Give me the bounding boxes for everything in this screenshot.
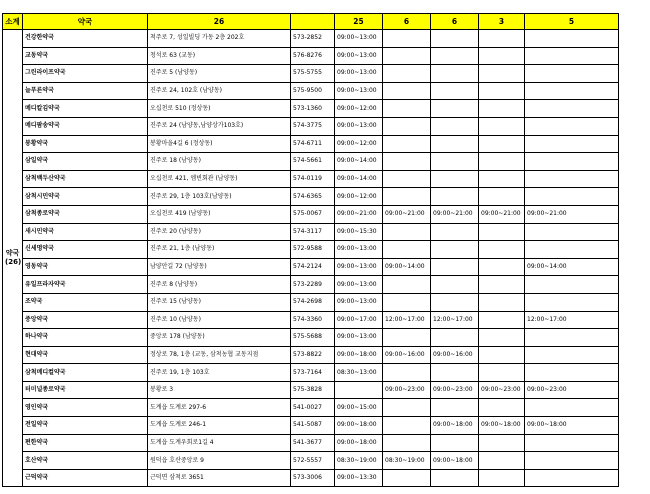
hours-day-3 [431,47,479,65]
hours-day-1: 09:00~13:00 [335,293,383,311]
hours-day-2 [383,417,431,435]
hours-day-4: 09:00~23:00 [479,381,525,399]
header-day-2: 6 [383,14,431,30]
hours-day-1: 09:00~13:00 [335,241,383,259]
pharmacy-phone: 541-3677 [291,434,335,452]
header-row [3,14,619,30]
pharmacy-name: 중앙약국 [23,311,148,329]
pharmacy-name: 그린라이프약국 [23,65,148,83]
hours-day-5 [525,135,619,153]
hours-day-3 [431,65,479,83]
hours-day-1: 09:00~14:00 [335,170,383,188]
hours-day-2 [383,399,431,417]
pharmacy-phone: 572-5557 [291,452,335,470]
table-row [3,153,619,171]
hours-day-5 [525,434,619,452]
hours-day-2: 09:00~14:00 [383,258,431,276]
hours-day-5 [525,82,619,100]
hours-day-2 [383,276,431,294]
hours-day-4 [479,188,525,206]
hours-day-5 [525,65,619,83]
pharmacy-name: 삼일약국 [23,153,148,171]
hours-day-1: 08:30~13:00 [335,364,383,382]
pharmacy-address: 도계읍 도계로 246-1 [148,417,291,435]
hours-day-2 [383,100,431,118]
table-row [3,135,619,153]
hours-day-1: 09:00~13:00 [335,30,383,48]
table-row [3,469,619,487]
hours-day-5: 12:00~17:00 [525,311,619,329]
pharmacy-schedule-table [2,13,619,487]
table-row [3,346,619,364]
pharmacy-address: 청석로 63 (교동) [148,47,291,65]
pharmacy-name: 현대약국 [23,346,148,364]
hours-day-1: 08:30~19:00 [335,452,383,470]
hours-day-5 [525,223,619,241]
hours-day-5 [525,47,619,65]
table-row [3,399,619,417]
hours-day-1: 09:00~12:00 [335,135,383,153]
pharmacy-address: 오십천로 421, 엠빈회관 (남양동) [148,170,291,188]
hours-day-3 [431,276,479,294]
hours-day-5 [525,399,619,417]
hours-day-1: 09:00~18:00 [335,346,383,364]
header-day-3: 6 [431,14,479,30]
pharmacy-name: 봉황약국 [23,135,148,153]
hours-day-3 [431,399,479,417]
hours-day-3: 09:00~16:00 [431,346,479,364]
hours-day-4 [479,117,525,135]
pharmacy-address: 중앙로 178 (남양동) [148,329,291,347]
table-row [3,241,619,259]
table-row [3,417,619,435]
hours-day-2 [383,364,431,382]
pharmacy-phone: 574-2698 [291,293,335,311]
hours-day-2 [383,117,431,135]
table-row [3,329,619,347]
hours-day-5 [525,117,619,135]
pharmacy-address: 봉황로 3 [148,381,291,399]
hours-day-3: 12:00~17:00 [431,311,479,329]
header-category: 소계 [3,14,23,30]
pharmacy-address: 진주로 24 (남양동,남양상가103호) [148,117,291,135]
header-day-4: 3 [479,14,525,30]
pharmacy-phone: 574-2124 [291,258,335,276]
hours-day-3 [431,170,479,188]
pharmacy-address: 오십천로 510 (정상동) [148,100,291,118]
hours-day-4 [479,452,525,470]
hours-day-3 [431,188,479,206]
hours-day-2 [383,153,431,171]
table-row [3,434,619,452]
pharmacy-address: 척주로 7, 성일빌딩 가동 2층 202호 [148,30,291,48]
hours-day-5 [525,276,619,294]
pharmacy-address: 도계읍 도계우회로1길 4 [148,434,291,452]
table-row [3,381,619,399]
category-cell: 약국 (26) [3,30,23,487]
hours-day-4 [479,153,525,171]
hours-day-4 [479,241,525,259]
hours-day-5 [525,153,619,171]
hours-day-5 [525,100,619,118]
pharmacy-name: 메디팜송약국 [23,117,148,135]
hours-day-2 [383,329,431,347]
table-row [3,188,619,206]
hours-day-1 [335,381,383,399]
hours-day-4: 09:00~21:00 [479,205,525,223]
hours-day-1: 09:00~13:30 [335,469,383,487]
header-day-5: 5 [525,14,619,30]
hours-day-3 [431,293,479,311]
pharmacy-phone: 573-2852 [291,30,335,48]
hours-day-5: 09:00~14:00 [525,258,619,276]
hours-day-5 [525,30,619,48]
hours-day-4 [479,223,525,241]
pharmacy-address: 남양안길 72 (남양동) [148,258,291,276]
pharmacy-phone: 574-6365 [291,188,335,206]
table-row [3,258,619,276]
hours-day-4 [479,47,525,65]
table-row [3,205,619,223]
hours-day-4: 09:00~18:00 [479,417,525,435]
table-row [3,276,619,294]
pharmacy-phone: 573-3006 [291,469,335,487]
pharmacy-phone: 573-2289 [291,276,335,294]
table-row [3,452,619,470]
pharmacy-phone: 573-7164 [291,364,335,382]
hours-day-3 [431,329,479,347]
pharmacy-phone: 575-9500 [291,82,335,100]
hours-day-4 [479,329,525,347]
pharmacy-phone: 574-0119 [291,170,335,188]
pharmacy-phone: 541-0027 [291,399,335,417]
hours-day-1: 09:00~12:00 [335,100,383,118]
pharmacy-address: 진주로 10 (남양동) [148,311,291,329]
hours-day-5 [525,364,619,382]
hours-day-2: 09:00~23:00 [383,381,431,399]
pharmacy-phone: 573-8822 [291,346,335,364]
hours-day-3: 09:00~18:00 [431,417,479,435]
hours-day-1: 09:00~13:00 [335,276,383,294]
header-phone [291,14,335,30]
pharmacy-name: 삼척메디컬약국 [23,364,148,382]
hours-day-5 [525,346,619,364]
table-row [3,311,619,329]
hours-day-4 [479,399,525,417]
table-row [3,170,619,188]
hours-day-3 [431,258,479,276]
pharmacy-address: 진주로 18 (남양동) [148,153,291,171]
pharmacy-name: 신세명약국 [23,241,148,259]
table-row [3,100,619,118]
hours-day-3 [431,364,479,382]
hours-day-5 [525,241,619,259]
pharmacy-address: 정상로 78, 1층 (교동, 삼척농협 교동지점 [148,346,291,364]
hours-day-4 [479,364,525,382]
hours-day-2 [383,30,431,48]
hours-day-3 [431,117,479,135]
hours-day-1: 09:00~13:00 [335,117,383,135]
pharmacy-address: 진주로 21, 1층 (남양동) [148,241,291,259]
pharmacy-phone: 575-3828 [291,381,335,399]
hours-day-4 [479,346,525,364]
pharmacy-phone: 574-5661 [291,153,335,171]
hours-day-2 [383,65,431,83]
hours-day-1: 09:00~17:00 [335,311,383,329]
pharmacy-name: 하나약국 [23,329,148,347]
table-row [3,30,619,48]
pharmacy-name: 영인약국 [23,399,148,417]
hours-day-1: 09:00~18:00 [335,434,383,452]
pharmacy-name: 전일약국 [23,417,148,435]
pharmacy-name: 조약국 [23,293,148,311]
pharmacy-phone: 573-1360 [291,100,335,118]
hours-day-1: 09:00~15:30 [335,223,383,241]
hours-day-1: 09:00~13:00 [335,65,383,83]
hours-day-3 [431,100,479,118]
header-address: 26 [148,14,291,30]
pharmacy-name: 늘푸른약국 [23,82,148,100]
hours-day-5 [525,452,619,470]
pharmacy-phone: 574-6711 [291,135,335,153]
hours-day-3 [431,241,479,259]
pharmacy-phone: 574-3360 [291,311,335,329]
pharmacy-address: 원덕읍 호산중앙로 9 [148,452,291,470]
pharmacy-phone: 576-8276 [291,47,335,65]
pharmacy-phone: 574-3117 [291,223,335,241]
pharmacy-phone: 575-5688 [291,329,335,347]
table-row [3,223,619,241]
pharmacy-phone: 572-9588 [291,241,335,259]
pharmacy-address: 진주로 8 (남양동) [148,276,291,294]
hours-day-3 [431,223,479,241]
pharmacy-name: 삼척시민약국 [23,188,148,206]
hours-day-3 [431,82,479,100]
pharmacy-name: 건강한약국 [23,30,148,48]
table-row [3,65,619,83]
pharmacy-address: 진주로 5 (남양동) [148,65,291,83]
pharmacy-name: 영동약국 [23,258,148,276]
hours-day-1: 09:00~14:00 [335,153,383,171]
pharmacy-address: 진주로 29, 1층 103호(남양동) [148,188,291,206]
hours-day-5: 09:00~23:00 [525,381,619,399]
hours-day-2 [383,82,431,100]
table-row [3,82,619,100]
hours-day-2 [383,135,431,153]
hours-day-3: 09:00~21:00 [431,205,479,223]
pharmacy-address: 진주로 20 (남양동) [148,223,291,241]
hours-day-4 [479,82,525,100]
hours-day-2 [383,241,431,259]
pharmacy-phone: 541-5087 [291,417,335,435]
hours-day-3 [431,434,479,452]
hours-day-4 [479,30,525,48]
hours-day-4 [479,311,525,329]
hours-day-4 [479,293,525,311]
hours-day-2: 12:00~17:00 [383,311,431,329]
hours-day-3 [431,135,479,153]
pharmacy-name: 교동약국 [23,47,148,65]
hours-day-5 [525,170,619,188]
hours-day-1: 09:00~18:00 [335,417,383,435]
hours-day-4 [479,469,525,487]
hours-day-2 [383,469,431,487]
hours-day-4 [479,65,525,83]
pharmacy-name: 근덕약국 [23,469,148,487]
hours-day-5 [525,188,619,206]
hours-day-5 [525,293,619,311]
pharmacy-address: 진주로 15 (남양동) [148,293,291,311]
pharmacy-name: 터미널종로약국 [23,381,148,399]
hours-day-2 [383,293,431,311]
pharmacy-name: 메디칼김약국 [23,100,148,118]
hours-day-5: 09:00~18:00 [525,417,619,435]
hours-day-3 [431,469,479,487]
hours-day-1: 09:00~13:00 [335,329,383,347]
hours-day-5: 09:00~21:00 [525,205,619,223]
hours-day-2 [383,188,431,206]
hours-day-2: 08:30~19:00 [383,452,431,470]
hours-day-4 [479,100,525,118]
pharmacy-name: 유일프라자약국 [23,276,148,294]
hours-day-4 [479,170,525,188]
hours-day-3: 09:00~18:00 [431,452,479,470]
pharmacy-name: 삼척종로약국 [23,205,148,223]
pharmacy-name: 호산약국 [23,452,148,470]
pharmacy-address: 도계읍 도계로 297-6 [148,399,291,417]
hours-day-1: 09:00~13:00 [335,258,383,276]
pharmacy-name: 편한약국 [23,434,148,452]
pharmacy-name: 새시민약국 [23,223,148,241]
hours-day-1: 09:00~15:00 [335,399,383,417]
hours-day-4 [479,276,525,294]
hours-day-2 [383,170,431,188]
table-row [3,47,619,65]
pharmacy-address: 근덕면 삼척로 3651 [148,469,291,487]
hours-day-5 [525,469,619,487]
pharmacy-phone: 575-0067 [291,205,335,223]
hours-day-1: 09:00~21:00 [335,205,383,223]
hours-day-1: 09:00~13:00 [335,47,383,65]
table-row [3,364,619,382]
hours-day-3: 09:00~23:00 [431,381,479,399]
hours-day-2: 09:00~16:00 [383,346,431,364]
pharmacy-address: 오십천로 419 (남양동) [148,205,291,223]
pharmacy-address: 진주로 19, 1층 103호 [148,364,291,382]
table-row [3,293,619,311]
pharmacy-name: 삼척백두산약국 [23,170,148,188]
header-pharmacy: 약국 [23,14,148,30]
hours-day-2 [383,47,431,65]
hours-day-4 [479,258,525,276]
pharmacy-address: 진주로 24, 102호 (남양동) [148,82,291,100]
header-day-1: 25 [335,14,383,30]
hours-day-4 [479,434,525,452]
pharmacy-phone: 574-3775 [291,117,335,135]
table-row [3,117,619,135]
hours-day-2: 09:00~21:00 [383,205,431,223]
hours-day-5 [525,329,619,347]
pharmacy-phone: 575-5755 [291,65,335,83]
hours-day-3 [431,30,479,48]
hours-day-2 [383,223,431,241]
hours-day-4 [479,135,525,153]
hours-day-2 [383,434,431,452]
hours-day-1: 09:00~13:00 [335,82,383,100]
hours-day-3 [431,153,479,171]
pharmacy-address: 봉황마을4길 6 (정상동) [148,135,291,153]
hours-day-1: 09:00~12:00 [335,188,383,206]
